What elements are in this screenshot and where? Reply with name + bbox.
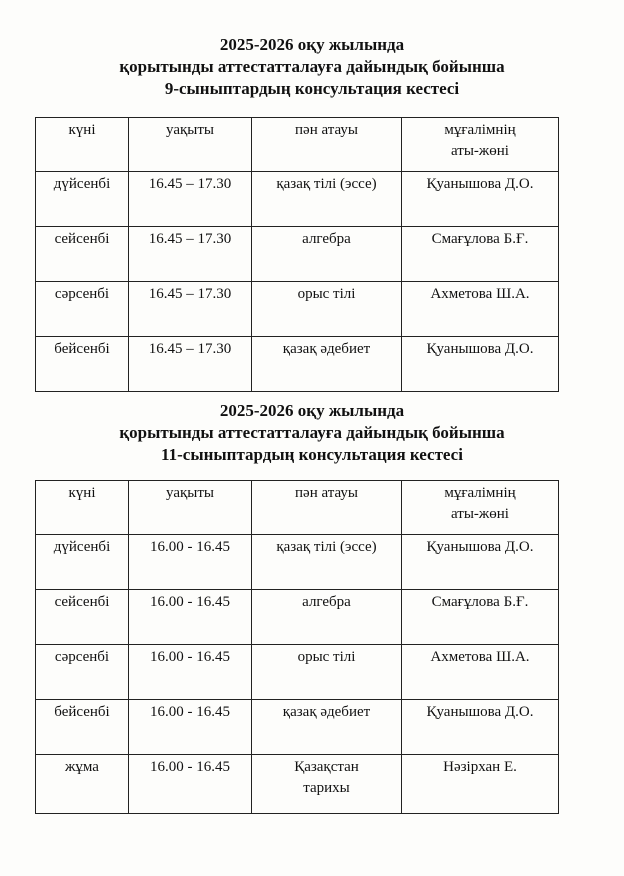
cell-day: дүйсенбі <box>36 172 129 227</box>
title-line: 11-сыныптардың консультация кестесі <box>161 445 463 464</box>
cell-time: 16.00 - 16.45 <box>129 700 252 755</box>
cell-day: сәрсенбі <box>36 645 129 700</box>
cell-day: сәрсенбі <box>36 282 129 337</box>
cell-day: сейсенбі <box>36 227 129 282</box>
schedule-title-9 <box>0 34 624 100</box>
title-line: 2025-2026 оқу жылында <box>219 401 405 420</box>
header-teacher <box>402 118 559 172</box>
cell-day: бейсенбі <box>36 337 129 392</box>
header-time: уақыты <box>129 118 252 172</box>
cell-teacher: Ахметова Ш.А. <box>402 282 559 337</box>
table-row <box>36 590 559 645</box>
table-row <box>36 282 559 337</box>
schedule-table-11 <box>35 480 559 814</box>
cell-time: 16.45 – 17.30 <box>129 337 252 392</box>
cell-teacher: Қуанышова Д.О. <box>402 172 559 227</box>
header-day: күні <box>36 118 129 172</box>
table-row <box>36 172 559 227</box>
header-time: уақыты <box>129 481 252 535</box>
schedule-table-9 <box>35 117 559 392</box>
header-subject: пән атауы <box>252 118 402 172</box>
cell-subject: алгебра <box>252 227 402 282</box>
header-teacher-line2: аты-жөні <box>451 143 509 159</box>
cell-time: 16.00 - 16.45 <box>129 590 252 645</box>
table-header-row <box>36 118 559 172</box>
header-teacher <box>402 481 559 535</box>
cell-time: 16.45 – 17.30 <box>129 227 252 282</box>
cell-time: 16.45 – 17.30 <box>129 282 252 337</box>
cell-subject: қазақ тілі (эссе) <box>252 535 402 590</box>
header-teacher-line1: мұғалімнің <box>444 485 516 501</box>
cell-teacher: Смағұлова Б.Ғ. <box>402 227 559 282</box>
cell-time: 16.00 - 16.45 <box>129 645 252 700</box>
cell-teacher: Ахметова Ш.А. <box>402 645 559 700</box>
header-teacher-line1: мұғалімнің <box>444 122 516 138</box>
cell-subject-line2: тарихы <box>303 780 350 796</box>
title-line: қорытынды аттестатталауға дайындық бойынша <box>119 423 505 442</box>
header-teacher-line2: аты-жөні <box>451 506 509 522</box>
table-row <box>36 700 559 755</box>
table-row <box>36 227 559 282</box>
header-day: күні <box>36 481 129 535</box>
table-row <box>36 535 559 590</box>
cell-subject: орыс тілі <box>252 282 402 337</box>
title-line: қорытынды аттестатталауға дайындық бойынша <box>119 57 505 76</box>
schedule-title-11 <box>0 400 624 466</box>
cell-teacher: Нәзірхан Е. <box>402 755 559 814</box>
cell-subject <box>252 755 402 814</box>
cell-day: бейсенбі <box>36 700 129 755</box>
table-row <box>36 337 559 392</box>
cell-day: сейсенбі <box>36 590 129 645</box>
header-subject: пән атауы <box>252 481 402 535</box>
cell-time: 16.00 - 16.45 <box>129 535 252 590</box>
title-line: 2025-2026 оқу жылында <box>219 35 405 54</box>
table-row <box>36 645 559 700</box>
cell-teacher: Қуанышова Д.О. <box>402 337 559 392</box>
cell-day: дүйсенбі <box>36 535 129 590</box>
table-header-row <box>36 481 559 535</box>
cell-subject: алгебра <box>252 590 402 645</box>
cell-teacher: Қуанышова Д.О. <box>402 535 559 590</box>
title-line: 9-сыныптардың консультация кестесі <box>164 79 460 98</box>
cell-subject-line1: Қазақстан <box>294 759 359 775</box>
cell-teacher: Смағұлова Б.Ғ. <box>402 590 559 645</box>
cell-day: жұма <box>36 755 129 814</box>
table-row <box>36 755 559 814</box>
cell-subject: қазақ тілі (эссе) <box>252 172 402 227</box>
cell-subject: қазақ әдебиет <box>252 700 402 755</box>
cell-subject: орыс тілі <box>252 645 402 700</box>
cell-teacher: Қуанышова Д.О. <box>402 700 559 755</box>
cell-subject: қазақ әдебиет <box>252 337 402 392</box>
cell-time: 16.45 – 17.30 <box>129 172 252 227</box>
cell-time: 16.00 - 16.45 <box>129 755 252 814</box>
